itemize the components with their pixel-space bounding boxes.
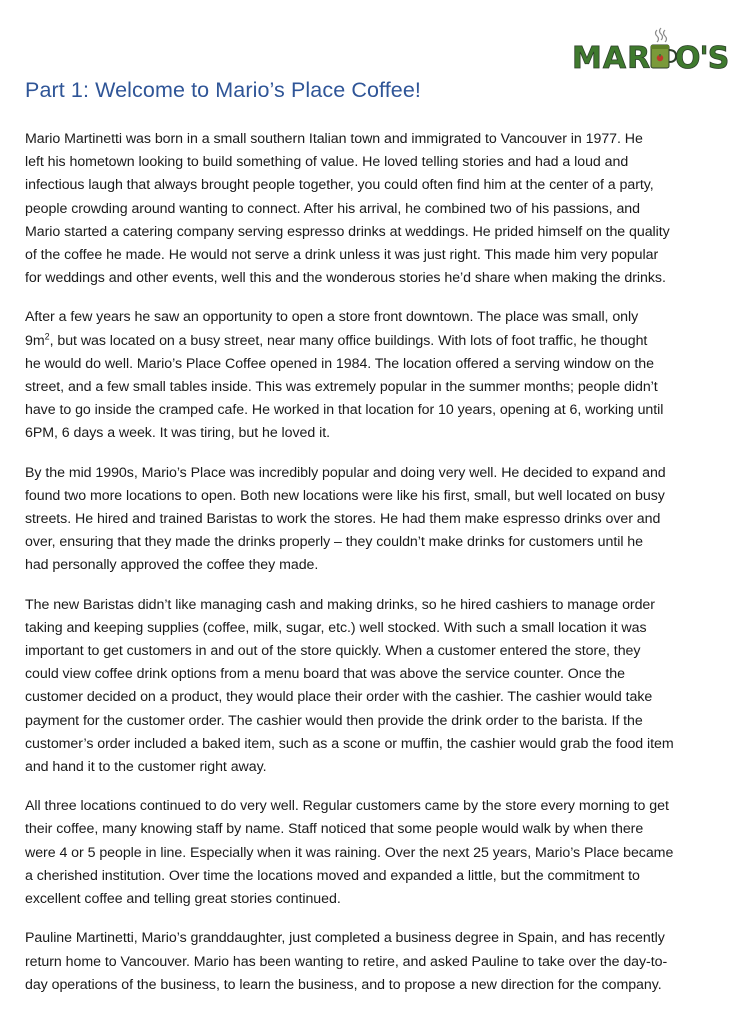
text-line: infectious laugh that always brought people together, you could often find him at the center of a party, [25,177,654,194]
paragraph-2 [25,306,737,445]
text-line: important to get customers in and out of the store quickly. When a customer entered the store, they [25,643,641,660]
document-body [25,128,737,1013]
text-line: left his hometown looking to build something of value. He loved telling stories and had a loud and [25,154,629,171]
text-line: he would do well. Mario’s Place Coffee opened in 1984. The location offered a serving window on the [25,355,654,372]
steam-icon [656,30,659,42]
marios-logo-graphic [571,26,731,74]
paragraph-6 [25,927,737,997]
logo-text-left: MAR [572,41,652,74]
paragraph-4 [25,594,737,780]
text-line: their coffee, many knowing staff by name. Staff noticed that some people would walk by when there [25,821,644,838]
marios-logo [571,26,731,74]
text-line: found two more locations to open. Both new locations were like his first, small, but well located on busy [25,487,665,504]
text-line: were 4 or 5 people in line. Especially when it was raining. Over the next 25 years, Mario’s Place became [25,844,674,861]
text-line: of the coffee he made. He would not serve a drink unless it was just right. This made him very popular [25,247,659,264]
superscript: 2 [44,330,50,341]
paragraph-1 [25,128,737,290]
paragraph-3 [25,462,737,578]
page-title: Part 1: Welcome to Mario’s Place Coffee! [25,78,421,102]
text-line: customer’s order included a baked item, such as a scone or muffin, the cashier would grab the food item [25,735,674,752]
text-line: 6PM, 6 days a week. It was tiring, but he loved it. [25,425,330,442]
paragraph-5 [25,795,737,911]
text-line: could view coffee drink options from a menu board that was above the service counter. Once the [25,666,625,683]
text-line: payment for the customer order. The cashier would then provide the drink order to the barista. If the [25,712,643,729]
text-line: a cherished institution. Over time the locations moved and expanded a little, but the commitment to [25,867,640,884]
text-line: over, ensuring that they made the drinks properly – they couldn’t make drinks for customers until he [25,534,643,551]
text-line: Mario started a catering company serving espresso drinks at weddings. He prided himself on the quality [25,223,670,240]
text-line: for weddings and other events, well this and the wonderous stories he’d share when making the drinks. [25,270,666,287]
text-line: and hand it to the customer right away. [25,759,267,776]
text-line: $9m^2$, but was located on a busy street, near many office buildings. With lots of foot traffic, he thought [25,330,648,349]
text-line: excellent coffee and telling great stories continued. [25,891,341,908]
text-line: After a few years he saw an opportunity to open a store front downtown. The place was small, only [25,309,639,326]
text-line: customer decided on a product, they would place their order with the cashier. The cashier would take [25,689,653,706]
text-line: streets. He hired and trained Baristas to work the stores. He had them make espresso drinks over and [25,511,661,528]
text-line: Pauline Martinetti, Mario’s granddaughter, just completed a business degree in Spain, and has recently [25,930,665,947]
coffee-cup-icon [651,45,676,68]
text-line: street, and a few small tables inside. This was extremely popular in the summer months; people didn’t [25,379,658,396]
text-line: All three locations continued to do very well. Regular customers came by the store every morning to get [25,798,669,815]
text-line: have to go inside the cramped cafe. He worked in that location for 10 years, opening at 6, working until [25,402,664,419]
text-line: The new Baristas didn’t like managing cash and making drinks, so he hired cashiers to manage order [25,596,655,613]
text-line: day operations of the business, to learn the business, and to propose a new direction for the company. [25,976,662,993]
text-line: taking and keeping supplies (coffee, milk, sugar, etc.) well stocked. With such a small location it was [25,619,647,636]
logo-text-right: O'S [675,41,729,74]
text-line: had personally approved the coffee they made. [25,557,319,574]
text-line: people crowding around wanting to connect. After his arrival, he combined two of his passions, and [25,200,640,217]
text-line: By the mid 1990s, Mario’s Place was incredibly popular and doing very well. He decided to expand and [25,464,666,481]
text-line: Mario Martinetti was born in a small southern Italian town and immigrated to Vancouver in 1977. He [25,131,643,147]
text-line: return home to Vancouver. Mario has been wanting to retire, and asked Pauline to take over the day-to- [25,953,668,970]
